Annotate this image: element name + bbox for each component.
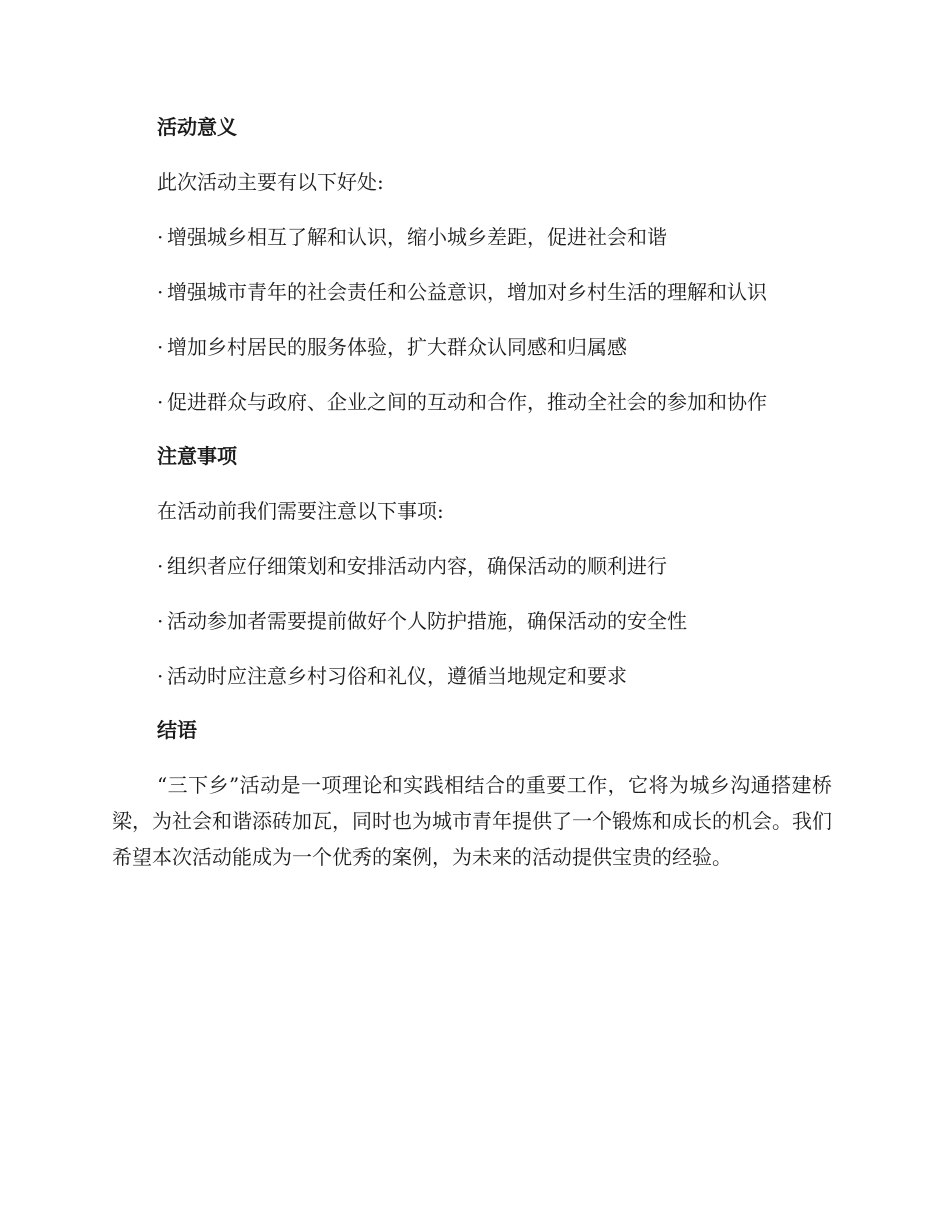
section-intro-significance: 此次活动主要有以下好处: <box>157 170 384 194</box>
list-item-text: 活动时应注意乡村习俗和礼仪，遵循当地规定和要求 <box>167 664 627 688</box>
section-heading-significance: 活动意义 <box>157 115 237 139</box>
bullet-dot: · <box>157 664 164 688</box>
list-item-text: 促进群众与政府、企业之间的互动和合作，推动全社会的参加和协作 <box>167 390 767 414</box>
list-item-text: 活动参加者需要提前做好个人防护措施，确保活动的安全性 <box>167 609 687 633</box>
bullet-dot: · <box>157 335 164 359</box>
list-item-text: 增强城乡相互了解和认识，缩小城乡差距，促进社会和谐 <box>167 225 667 249</box>
list-item <box>157 333 627 361</box>
list-item <box>157 278 767 306</box>
bullet-dot: · <box>157 554 164 578</box>
list-item <box>157 223 667 251</box>
list-item <box>157 388 767 416</box>
bullet-dot: · <box>157 225 164 249</box>
bullet-dot: · <box>157 609 164 633</box>
list-item <box>157 662 627 690</box>
list-item <box>157 607 687 635</box>
bullet-dot: · <box>157 280 164 304</box>
bullet-dot: · <box>157 390 164 414</box>
list-item-text: 组织者应仔细策划和安排活动内容，确保活动的顺利进行 <box>167 554 667 578</box>
list-item-text: 增强城市青年的社会责任和公益意识，增加对乡村生活的理解和认识 <box>167 280 767 304</box>
conclusion-paragraph: “三下乡”活动是一项理论和实践相结合的重要工作，它将为城乡沟通搭建桥梁，为社会和谐添砖加瓦，同时也为城市青年提供了一个锻炼和成长的机会。我们希望本次活动能成为一个优秀的案例，为未来的活动提供宝贵的经验。 <box>112 773 832 869</box>
section-heading-notes: 注意事项 <box>157 444 237 468</box>
list-item-text: 增加乡村居民的服务体验，扩大群众认同感和归属感 <box>167 335 627 359</box>
section-heading-conclusion: 结语 <box>157 718 197 742</box>
section-intro-notes: 在活动前我们需要注意以下事项: <box>157 499 444 523</box>
list-item <box>157 552 667 580</box>
